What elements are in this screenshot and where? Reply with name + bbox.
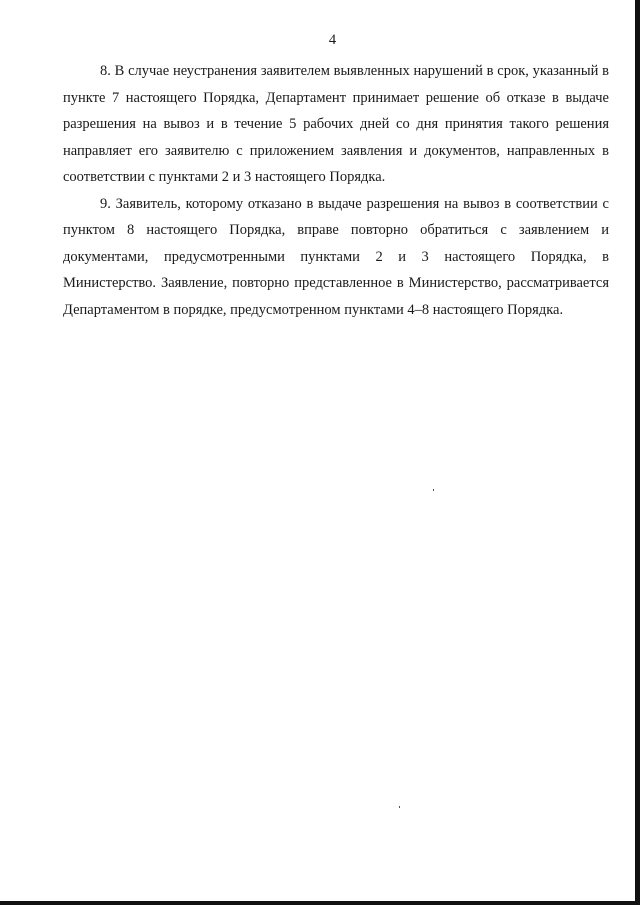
paragraph-8: 8. В случае неустранения заявителем выявленных нарушений в срок, указанный в пункте 7 настоящего Порядка, Департамент принимает решение об отказе в выдаче разрешения на вывоз и в течение 5 рабочих дней со дня принятия такого решения направляет его заявителю с приложением заявления и документов, направленных в соответствии с пунктами 2 и 3 настоящего Порядка. <box>63 63 609 185</box>
paragraph-9: 9. Заявитель, которому отказано в выдаче разрешения на вывоз в соответствии с пунктом 8 настоящего Порядка, вправе повторно обратиться с заявлением и документами, предусмотренными пунктами 2 и 3 настоящего Порядка, в Министерство. Заявление, повторно представленное в Министерство, рассматривается Департаментом в порядке, предусмотренном пунктами 4–8 настоящего Порядка. <box>63 195 609 318</box>
scan-edge-right <box>635 0 640 905</box>
document-body <box>63 58 609 323</box>
scan-edge-bottom <box>0 901 640 905</box>
scan-speck <box>433 489 434 491</box>
page-number: 4 <box>328 32 337 48</box>
scan-speck <box>399 806 400 808</box>
